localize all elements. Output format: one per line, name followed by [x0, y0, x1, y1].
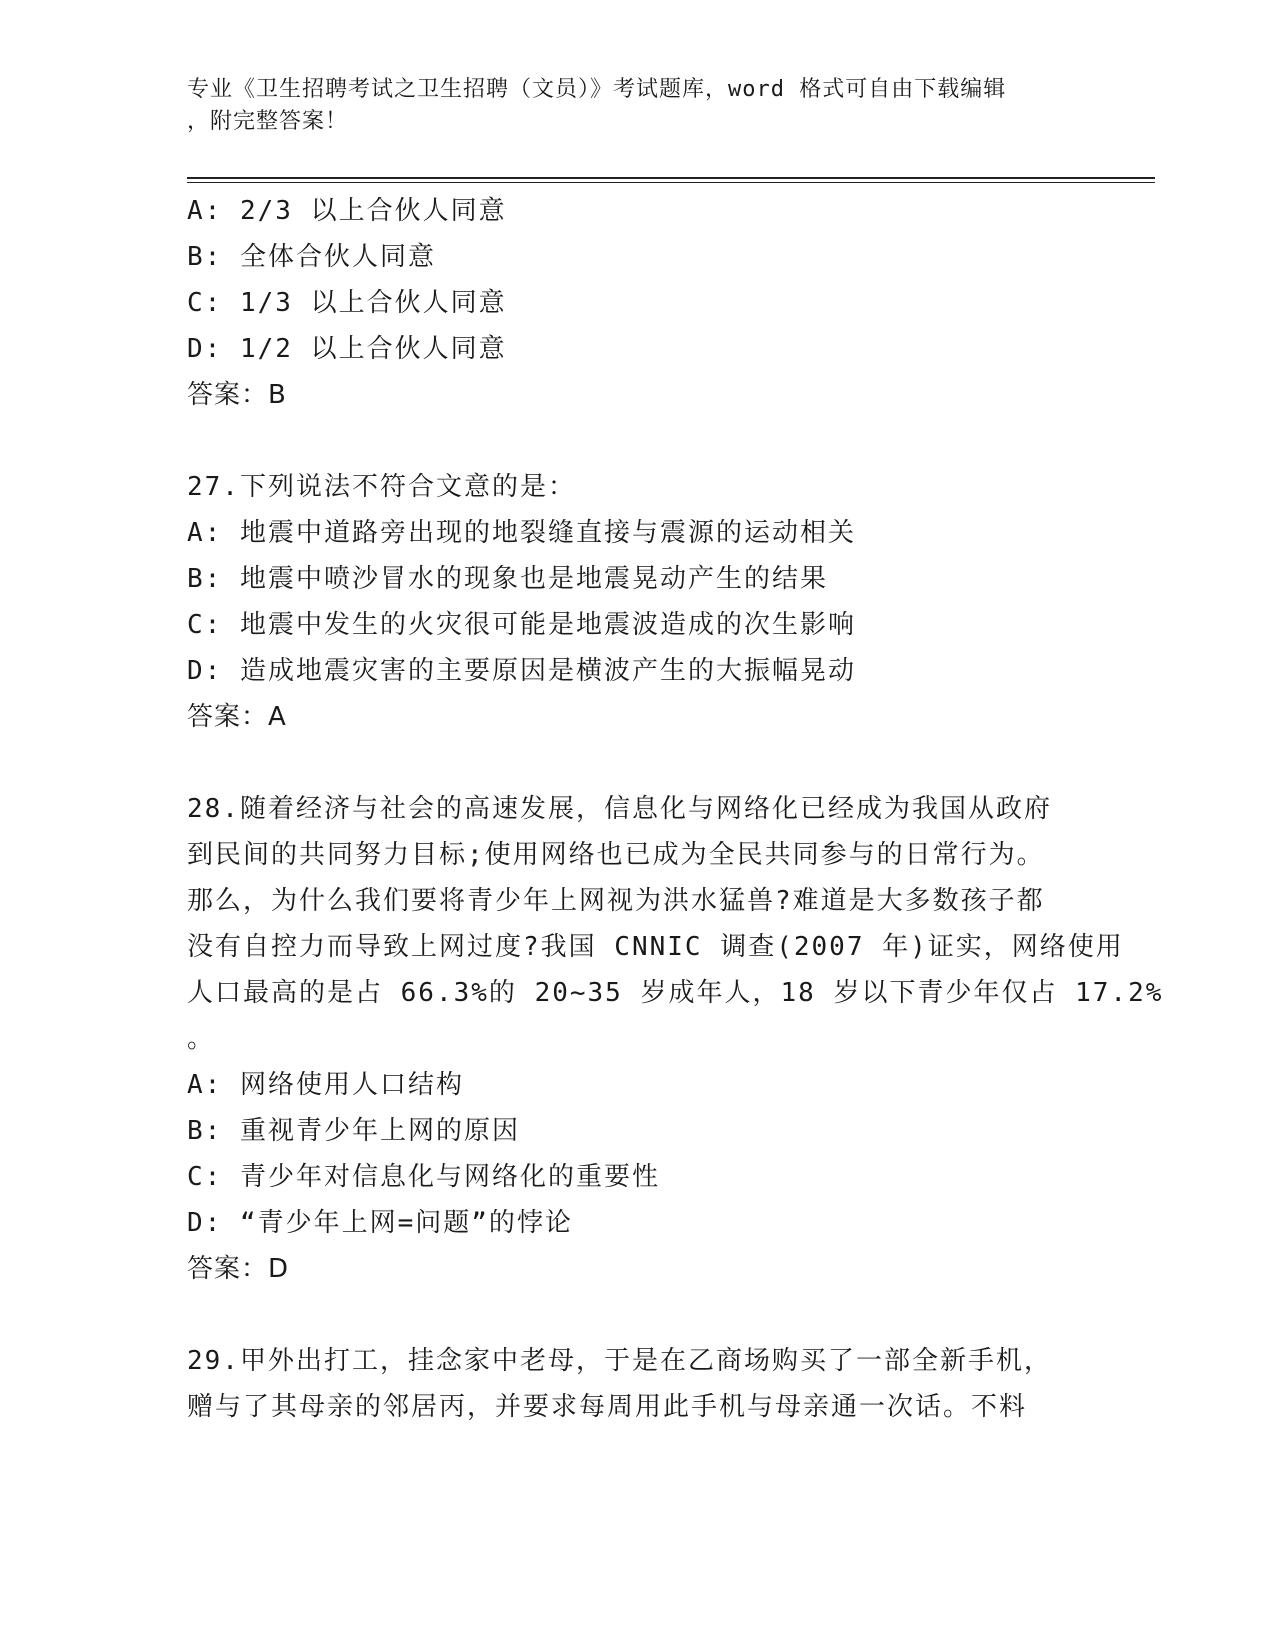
q27-answer: 答案：A	[187, 702, 287, 732]
q28-question-line: 那么，为什么我们要将青少年上网视为洪水猛兽?难道是大多数孩子都	[187, 886, 1045, 916]
header-title-line-2: ，附完整答案！	[187, 109, 349, 134]
q29-question-line: 赠与了其母亲的邻居丙，并要求每周用此手机与母亲通一次话。不料	[187, 1392, 1028, 1422]
q26-option-b: B: 全体合伙人同意	[187, 242, 436, 272]
q28-question-line: 到民间的共同努力目标;使用网络也已成为全民共同参与的日常行为。	[187, 840, 1045, 870]
q28-question-line: 28.随着经济与社会的高速发展，信息化与网络化已经成为我国从政府	[187, 794, 1052, 824]
spacer	[187, 1292, 1087, 1338]
question-29-block	[187, 1338, 1087, 1430]
q28-option-a: A: 网络使用人口结构	[187, 1070, 464, 1100]
spacer	[187, 418, 1087, 464]
question-28-block	[187, 786, 1164, 1292]
header-divider-thick	[187, 177, 1155, 179]
q27-option-d: D: 造成地震灾害的主要原因是横波产生的大振幅晃动	[187, 656, 856, 686]
q28-question-line: 没有自控力而导致上网过度?我国 CNNIC 调查(2007 年)证实，网络使用	[187, 932, 1124, 962]
q26-option-d: D: 1/2 以上合伙人同意	[187, 334, 507, 364]
question-27-block	[187, 464, 1087, 740]
q28-question-line: 。	[187, 1024, 216, 1054]
q28-option-c: C: 青少年对信息化与网络化的重要性	[187, 1162, 660, 1192]
q27-option-b: B: 地震中喷沙冒水的现象也是地震晃动产生的结果	[187, 564, 828, 594]
header-divider-thin	[187, 182, 1155, 183]
q27-question: 27.下列说法不符合文意的是：	[187, 472, 576, 502]
q28-option-b: B: 重视青少年上网的原因	[187, 1116, 520, 1146]
q26-answer: 答案：B	[187, 380, 287, 410]
q27-option-c: C: 地震中发生的火灾很可能是地震波造成的次生影响	[187, 610, 856, 640]
q26-option-a: A: 2/3 以上合伙人同意	[187, 196, 507, 226]
question-content	[187, 188, 1164, 1430]
question-26-block	[187, 188, 1087, 418]
q29-question-line: 29.甲外出打工，挂念家中老母，于是在乙商场购买了一部全新手机，	[187, 1346, 1052, 1376]
header-title-line-1: 专业《卫生招聘考试之卫生招聘（文员）》考试题库，word 格式可自由下载编辑	[187, 77, 1007, 102]
q28-question-line: 人口最高的是占 66.3%的 20~35 岁成年人，18 岁以下青少年仅占 17.2%	[187, 978, 1164, 1008]
q26-option-c: C: 1/3 以上合伙人同意	[187, 288, 507, 318]
spacer	[187, 740, 1087, 786]
q28-option-d: D: “青少年上网=问题”的悖论	[187, 1208, 573, 1238]
document-header	[187, 74, 1087, 138]
q28-answer: 答案：D	[187, 1254, 290, 1284]
q27-option-a: A: 地震中道路旁出现的地裂缝直接与震源的运动相关	[187, 518, 856, 548]
